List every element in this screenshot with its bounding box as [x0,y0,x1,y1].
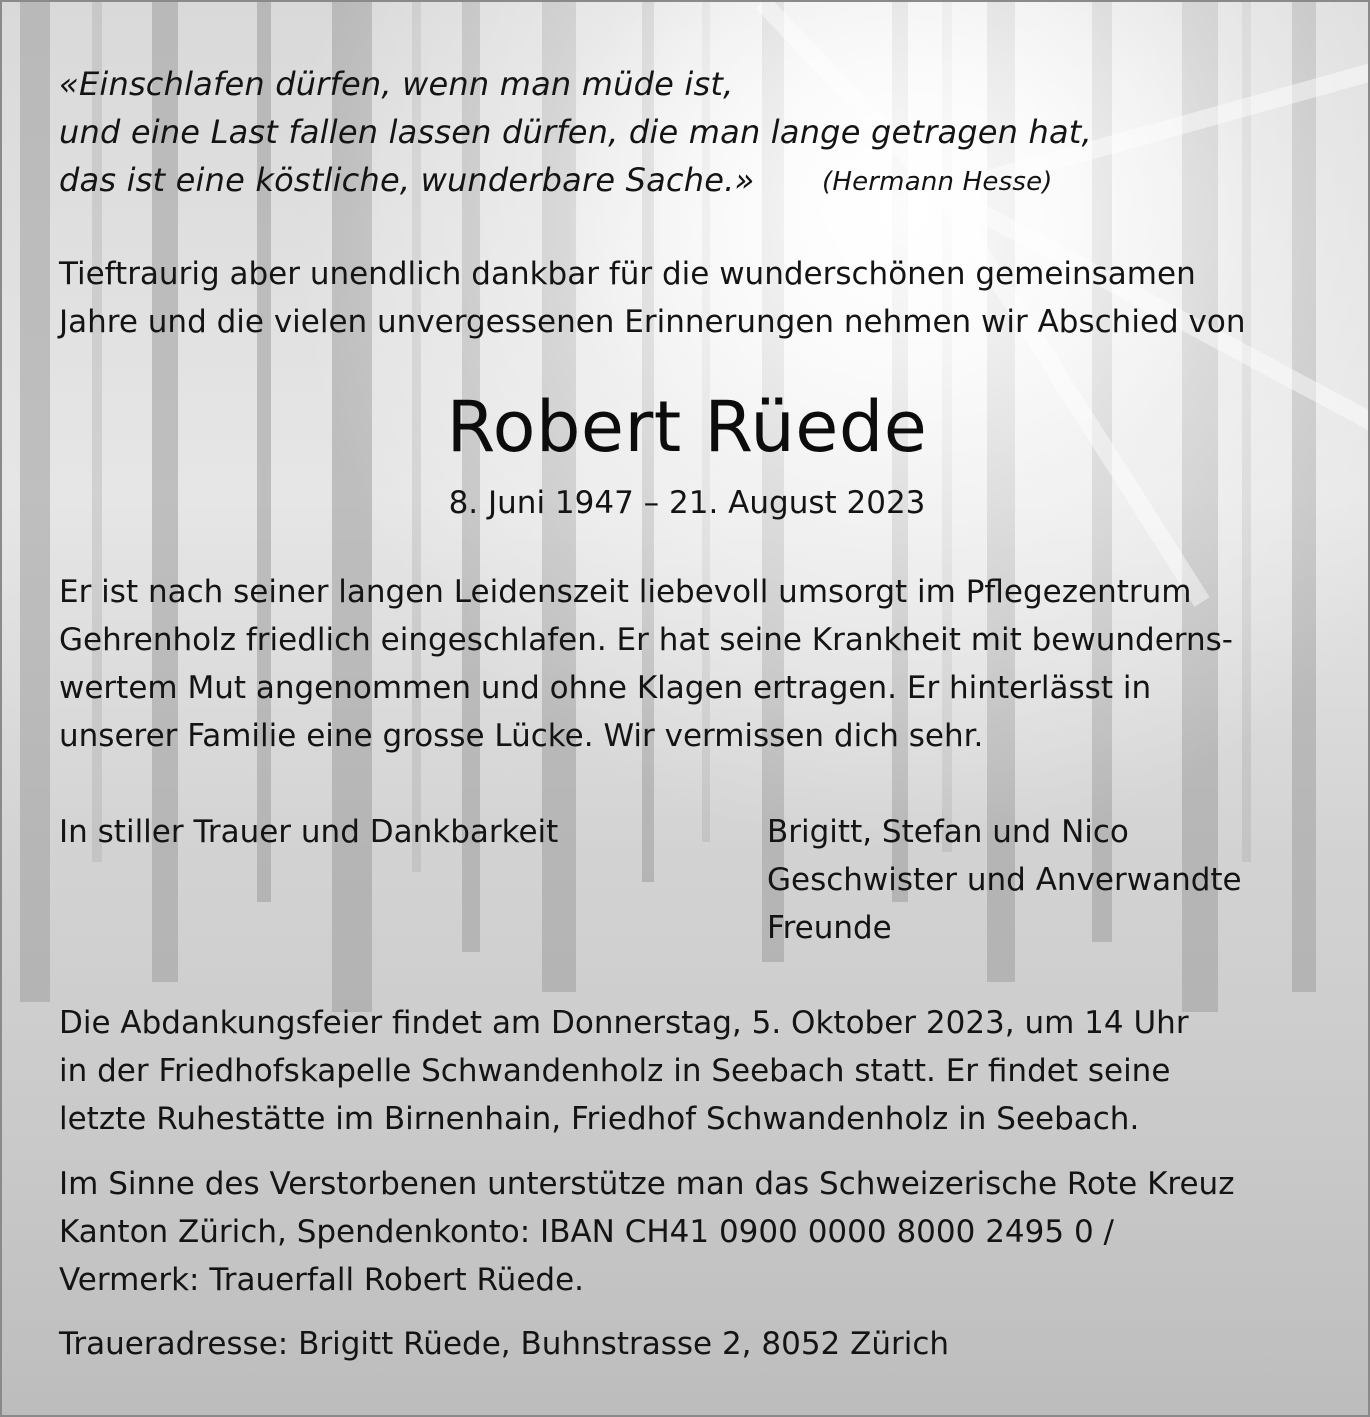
quote-line: und eine Last fallen lassen dürfen, die man lange getragen hat, [59,113,1092,151]
mourning-address [59,1320,1315,1368]
paragraph-line: in der Friedhofskapelle Schwandenholz in Seebach statt. Er findet seine [59,1053,1171,1089]
quote-author: (Hermann Hesse) [822,167,1053,197]
paragraph-line: unserer Familie eine grosse Lücke. Wir vermissen dich sehr. [59,718,984,754]
notice-text-layer [2,2,1370,1417]
paragraph-line: letzte Ruhestätte im Birnenhain, Friedhof Schwandenholz in Seebach. [59,1101,1140,1137]
mourner-line: Freunde [767,910,892,946]
deceased-name: Robert Rüede [446,386,928,468]
paragraph-line: Er ist nach seiner langen Leidenszeit liebevoll umsorgt im Pflegezentrum [59,574,1192,610]
intro-line: Jahre und die vielen unvergessenen Erinnerungen nehmen wir Abschied von [59,304,1246,340]
paragraph-line: wertem Mut angenommen und ohne Klagen ertragen. Er hinterlässt in [59,670,1152,706]
quote-line: das ist eine köstliche, wunderbare Sache.» [59,161,755,199]
quote-line: «Einschlafen dürfen, wenn man müde ist, [59,65,734,103]
address-line: Traueradresse: Brigitt Rüede, Buhnstrasse 2, 8052 Zürich [59,1326,950,1362]
funeral-service-paragraph [59,999,1315,1143]
mourner-line: Brigitt, Stefan und Nico [767,814,1129,850]
paragraph-line: Im Sinne des Verstorbenen unterstütze man das Schweizerische Rote Kreuz [59,1166,1235,1202]
donation-paragraph [59,1160,1315,1304]
paragraph-line: Kanton Zürich, Spendenkonto: IBAN CH41 0900 0000 8000 2495 0 / [59,1214,1114,1250]
intro-text [59,250,1315,346]
mourner-line: Geschwister und Anverwandte [767,862,1242,898]
passing-paragraph [59,568,1315,760]
intro-line: Tieftraurig aber unendlich dankbar für die wunderschönen gemeinsamen [59,256,1196,292]
mourners-list [767,808,1242,952]
life-dates: 8. Juni 1947 – 21. August 2023 [448,485,926,521]
hesse-quote [59,60,1179,204]
mourning-phrase: In stiller Trauer und Dankbarkeit [59,814,559,850]
paragraph-line: Gehrenholz friedlich eingeschlafen. Er hat seine Krankheit mit bewunderns- [59,622,1233,658]
paragraph-line: Vermerk: Trauerfall Robert Rüede. [59,1262,585,1298]
paragraph-line: Die Abdankungsfeier findet am Donnerstag, 5. Oktober 2023, um 14 Uhr [59,1005,1189,1041]
